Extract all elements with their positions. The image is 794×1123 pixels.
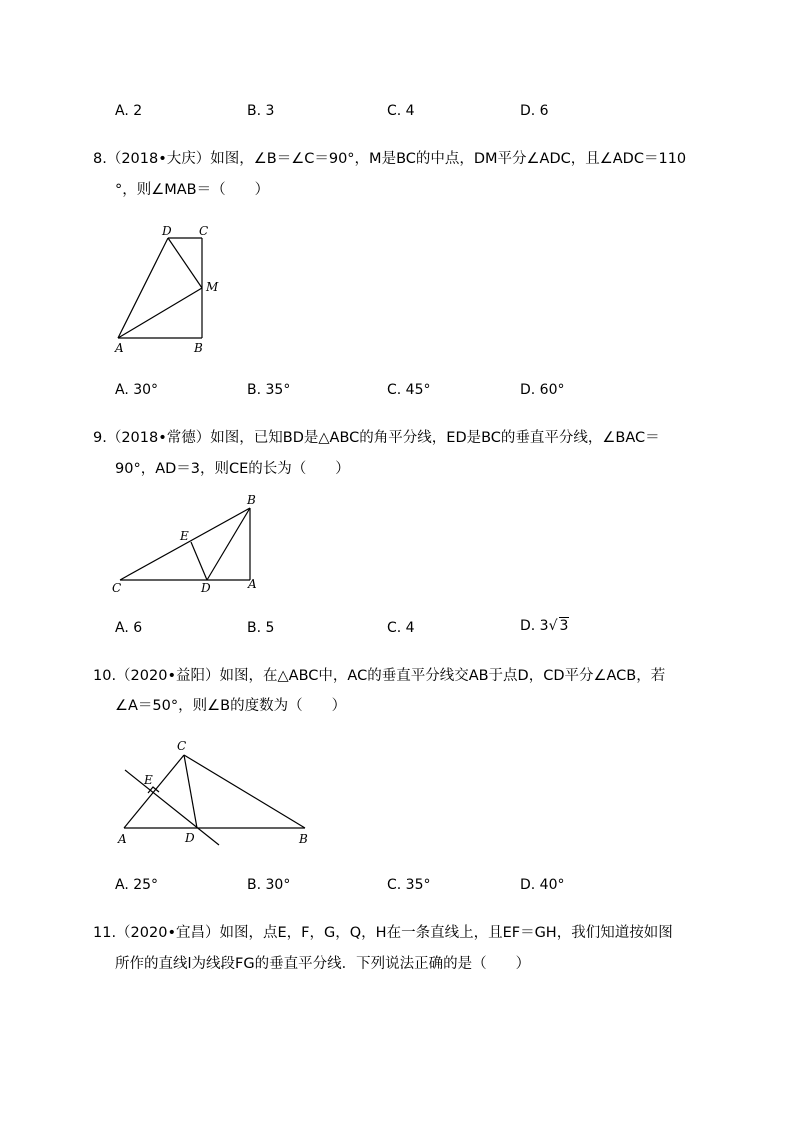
q8-label-m: M [206, 280, 219, 294]
q10-option-b: B. 30° [247, 877, 291, 893]
q8-label-a: A [115, 341, 124, 355]
q8-label-b: B [194, 341, 203, 355]
q9-option-d-radicand: 3 [559, 618, 569, 634]
q8-label-d: D [162, 224, 172, 238]
q8-label-c: C [199, 224, 209, 238]
q10-stem-line2: ∠A＝50°，则∠B的度数为（ ） [115, 698, 347, 714]
q8-option-c: C. 45° [387, 382, 431, 398]
q7-option-d: D. 6 [520, 103, 549, 119]
q10-label-c: C [177, 739, 187, 753]
q8-option-b: B. 35° [247, 382, 291, 398]
q9-label-e: E [180, 529, 189, 543]
q10-option-c: C. 35° [387, 877, 431, 893]
q10-label-a: A [118, 832, 127, 846]
q9-label-a: A [248, 577, 257, 591]
q8-option-a: A. 30° [115, 382, 159, 398]
q7-option-a: A. 2 [115, 103, 143, 119]
q7-option-b: B. 3 [247, 103, 275, 119]
q9-stem-line2: 90°，AD＝3，则CE的长为（ ） [115, 461, 350, 477]
q9-stem-line1: 9.（2018•常德）如图，已知BD是△ABC的角平分线，ED是BC的垂直平分线，∠BAC＝ [93, 430, 660, 446]
q10-stem-line1: 10.（2020•益阳）如图，在△ABC中，AC的垂直平分线交AB于点D，CD平分∠ACB，若 [93, 668, 666, 684]
q10-option-a: A. 25° [115, 877, 159, 893]
q8-stem-line2: °，则∠MAB＝（ ） [115, 182, 270, 198]
q9-option-b: B. 5 [247, 620, 275, 636]
q10-label-e: E [144, 773, 153, 787]
q7-option-c: C. 4 [387, 103, 415, 119]
q10-label-d: D [185, 831, 195, 845]
q11-stem-line1: 11.（2020•宜昌）如图，点E，F，G，Q，H在一条直线上，且EF＝GH，我们知道按如图 [93, 925, 673, 941]
q9-label-b: B [247, 493, 256, 507]
q11-stem-line2: 所作的直线l为线段FG的垂直平分线．下列说法正确的是（ ） [115, 956, 531, 972]
q8-option-d: D. 60° [520, 382, 565, 398]
q10-option-d: D. 40° [520, 877, 565, 893]
q9-option-d [520, 618, 569, 634]
q10-label-b: B [299, 832, 308, 846]
q9-label-d: D [201, 581, 211, 595]
sqrt-symbol: √ 3 [548, 618, 569, 634]
q9-option-d-prefix: D. 3 [520, 618, 549, 634]
q9-option-c: C. 4 [387, 620, 415, 636]
q8-stem-line1: 8.（2018•大庆）如图，∠B＝∠C＝90°，M是BC的中点，DM平分∠ADC，且∠ADC＝110 [93, 151, 687, 167]
q9-label-c: C [112, 581, 122, 595]
q9-option-a: A. 6 [115, 620, 143, 636]
